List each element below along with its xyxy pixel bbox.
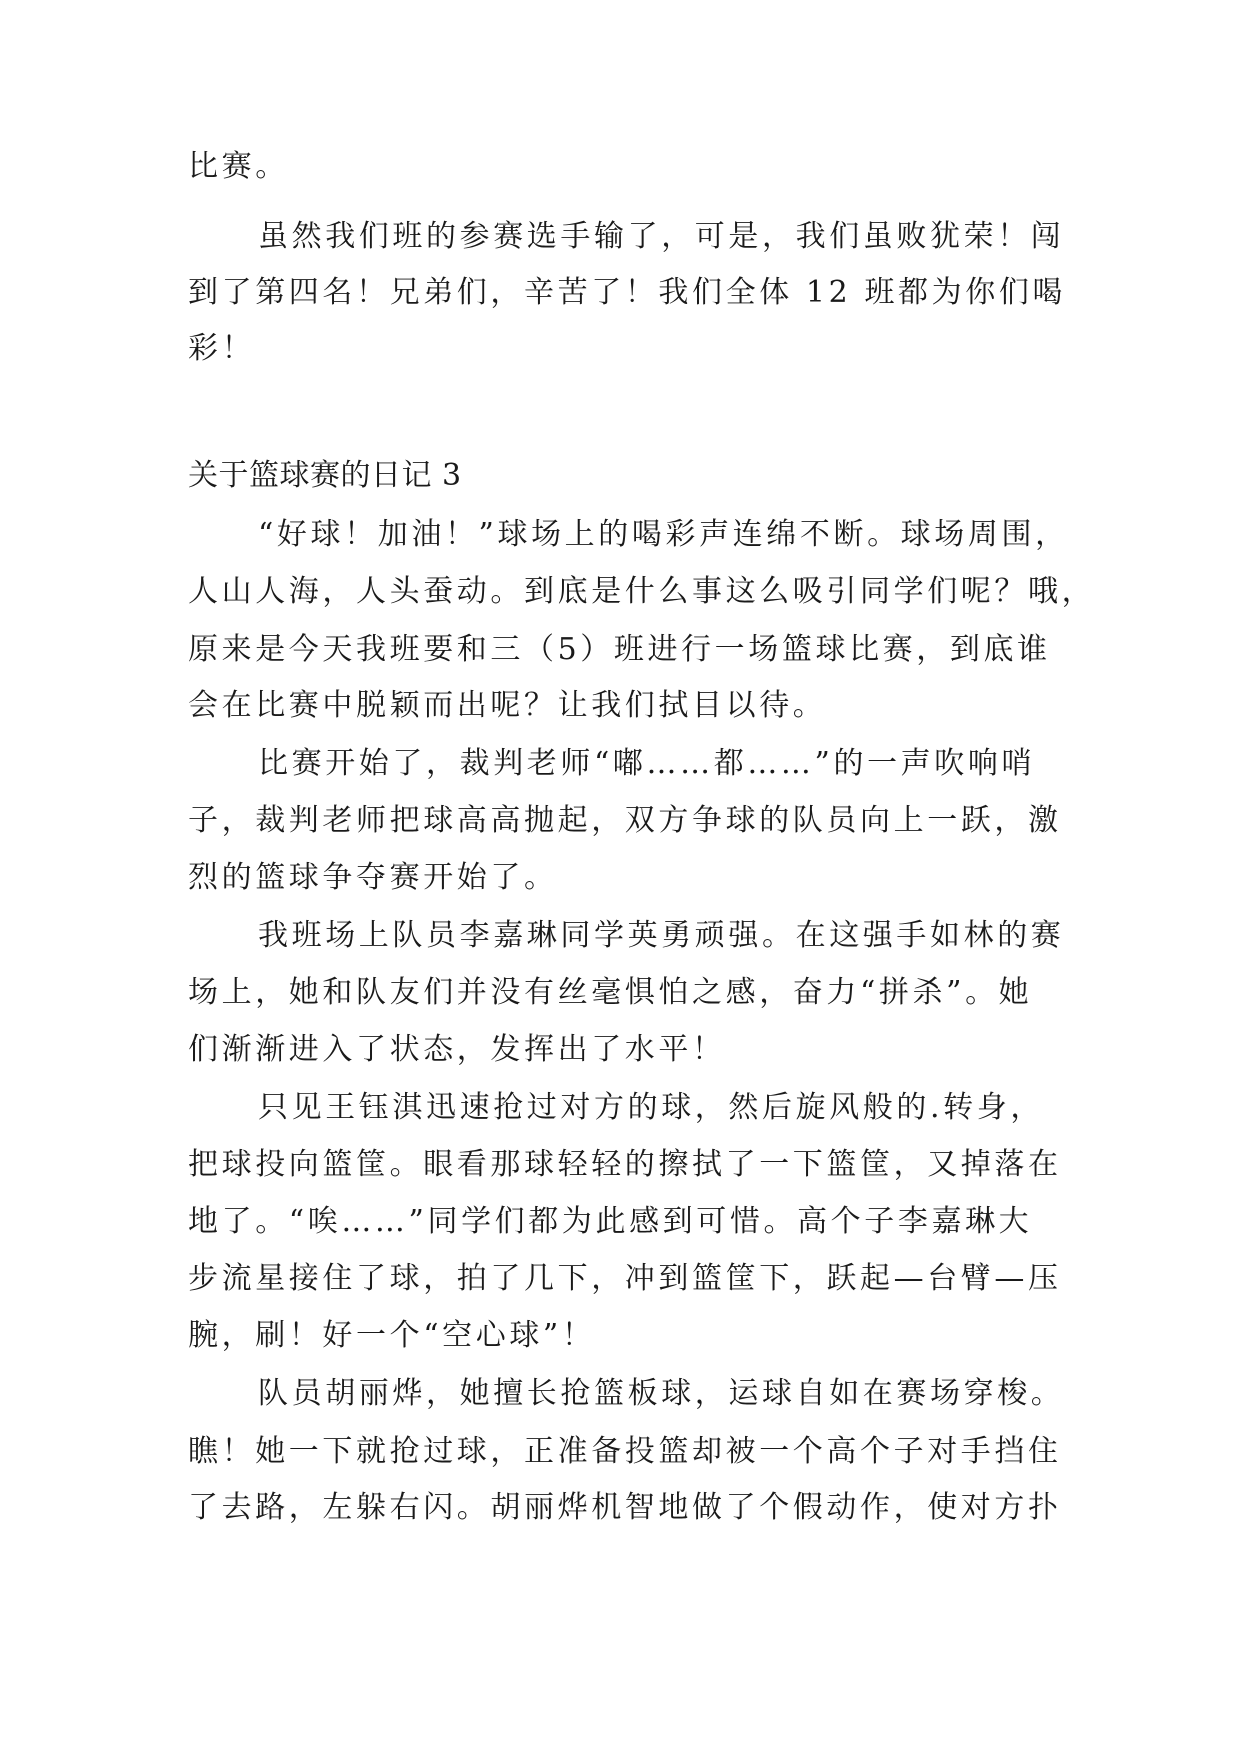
text-line: 地了。“唉……”同学们都为此感到可惜。高个子李嘉琳大 xyxy=(188,1204,1033,1239)
section-heading: 关于篮球赛的日记 3 xyxy=(188,458,462,493)
text-line: 彩！ xyxy=(188,331,256,366)
text-line: 了去路，左躲右闪。胡丽烨机智地做了个假动作，使对方扑 xyxy=(188,1490,1062,1525)
paragraph-first-line: 我班场上队员李嘉琳同学英勇顽强。在这强手如林的赛 xyxy=(258,918,1065,953)
text-line: 子，裁判老师把球高高抛起，双方争球的队员向上一跃，激 xyxy=(188,803,1062,838)
text-line: 场上，她和队友们并没有丝毫惧怕之感，奋力“拼杀”。她 xyxy=(188,975,1033,1010)
text-line: 烈的篮球争夺赛开始了。 xyxy=(188,860,558,895)
text-line: 到了第四名！兄弟们，辛苦了！我们全体 12 班都为你们喝 xyxy=(188,275,1067,310)
text-line: 比赛。 xyxy=(188,149,289,184)
paragraph-first-line: 虽然我们班的参赛选手输了，可是，我们虽败犹荣！闯 xyxy=(258,219,1065,254)
text-line: 原来是今天我班要和三（5）班进行一场篮球比赛，到底谁 xyxy=(188,632,1051,667)
text-line: 步流星接住了球，拍了几下，冲到篮筐下，跃起—台臂—压 xyxy=(188,1261,1062,1296)
text-line: 人山人海，人头蚕动。到底是什么事这么吸引同学们呢？哦， xyxy=(188,574,1096,609)
paragraph-first-line: 队员胡丽烨，她擅长抢篮板球，运球自如在赛场穿梭。 xyxy=(258,1376,1065,1411)
text-line: 把球投向篮筐。眼看那球轻轻的擦拭了一下篮筐，又掉落在 xyxy=(188,1147,1062,1182)
paragraph-first-line: “好球！加油！”球场上的喝彩声连绵不断。球场周围， xyxy=(258,517,1069,552)
text-line: 腕，刷！好一个“空心球”！ xyxy=(188,1318,596,1353)
text-line: 瞧！她一下就抢过球，正准备投篮却被一个高个子对手挡住 xyxy=(188,1434,1062,1469)
text-line: 会在比赛中脱颖而出呢？让我们拭目以待。 xyxy=(188,688,827,723)
text-line: 们渐渐进入了状态，发挥出了水平！ xyxy=(188,1032,726,1067)
paragraph-first-line: 只见王钰淇迅速抢过对方的球，然后旋风般的.转身， xyxy=(258,1090,1044,1125)
paragraph-first-line: 比赛开始了，裁判老师“嘟……都……”的一声吹响哨 xyxy=(258,746,1036,781)
